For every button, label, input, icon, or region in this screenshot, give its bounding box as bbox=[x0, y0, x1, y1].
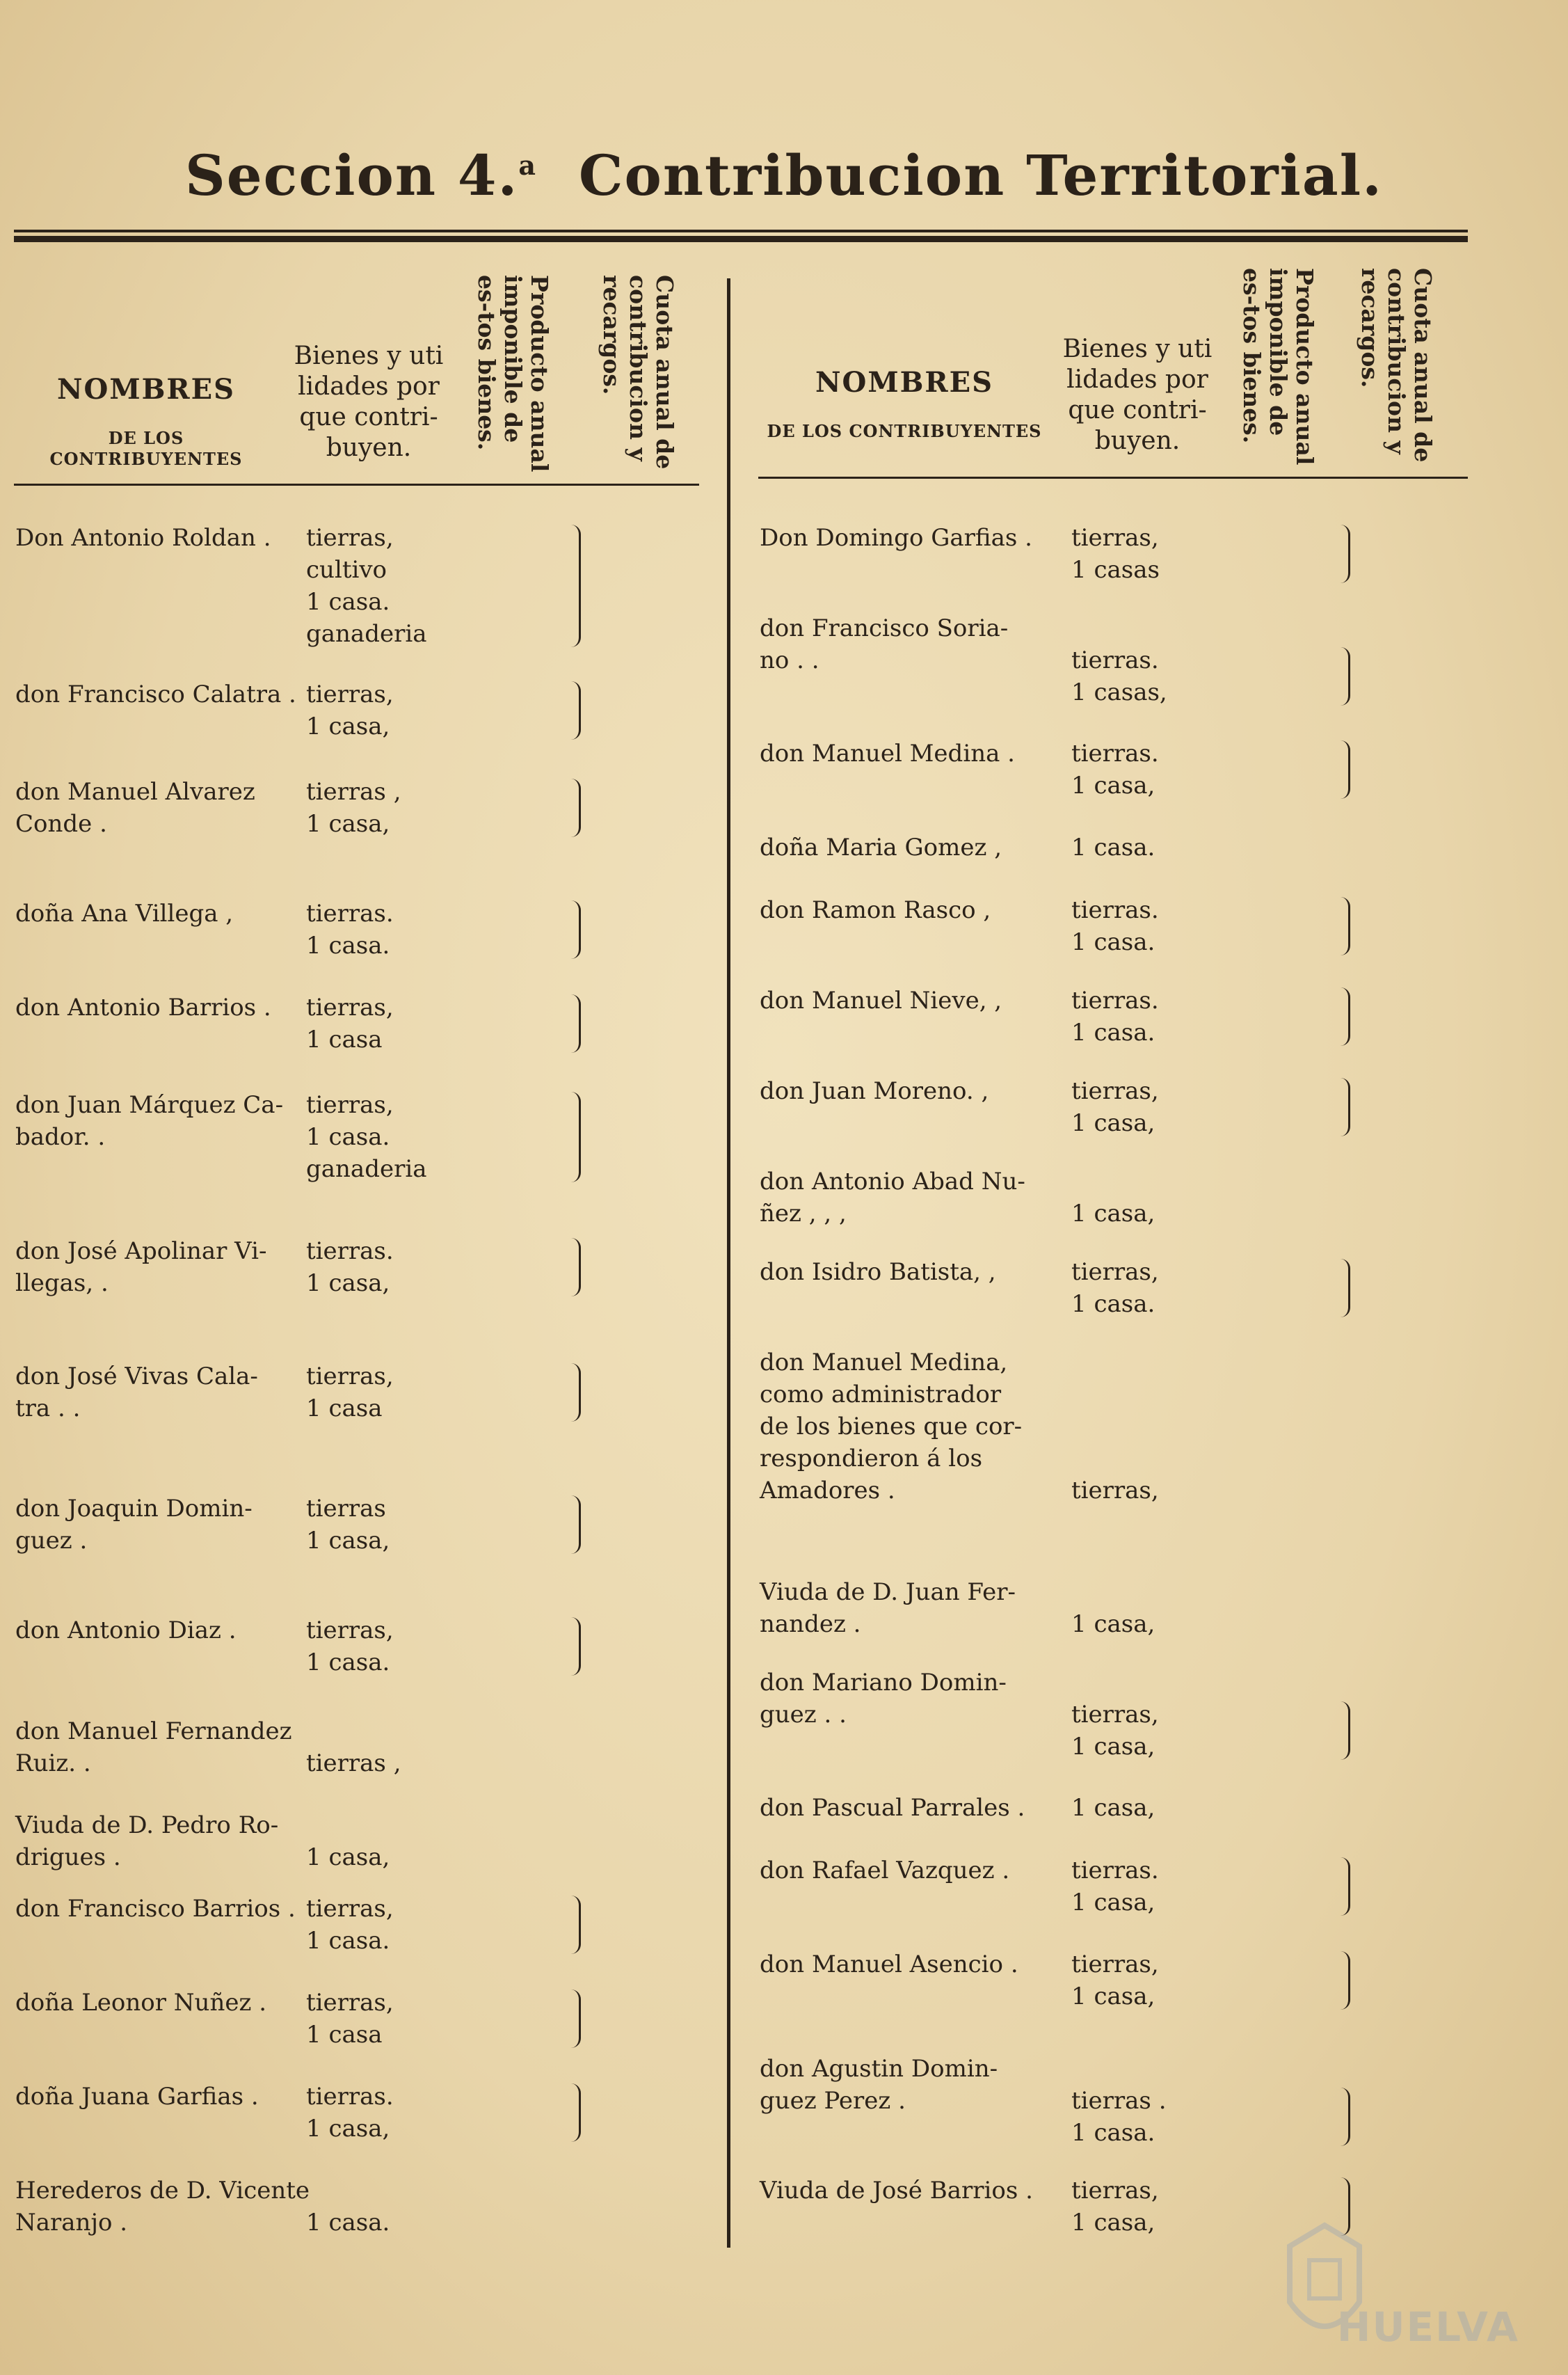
left-taxpayer-name: Ruiz. . bbox=[15, 1749, 91, 1777]
right-property-type: tierras. bbox=[1071, 896, 1159, 924]
page-title bbox=[0, 143, 1568, 208]
left-property-type: 1 casa. bbox=[306, 2209, 390, 2237]
left-property-type: tierras, bbox=[306, 994, 394, 1022]
left-brace bbox=[569, 1617, 581, 1676]
left-header-bienes-line-2: lidades por bbox=[298, 372, 440, 401]
right-property-type: tierras, bbox=[1071, 524, 1159, 552]
right-property-type: 1 casa, bbox=[1071, 772, 1155, 800]
right-property-type: tierras . bbox=[1071, 2087, 1167, 2115]
right-property-type: 1 casa. bbox=[1071, 1019, 1155, 1047]
right-taxpayer-name: don Agustin Domin- bbox=[760, 2055, 998, 2083]
right-brace bbox=[1338, 1701, 1350, 1760]
left-taxpayer-name: Viuda de D. Pedro Ro- bbox=[15, 1811, 279, 1839]
right-taxpayer-name: Viuda de José Barrios . bbox=[760, 2177, 1033, 2205]
right-property-type: 1 casa, bbox=[1071, 1983, 1155, 2010]
left-brace bbox=[569, 779, 581, 837]
right-taxpayer-name: don Mariano Domin- bbox=[760, 1669, 1007, 1697]
left-taxpayer-name: don Joaquin Domin- bbox=[15, 1495, 253, 1523]
left-taxpayer-name: don Manuel Fernandez bbox=[15, 1717, 292, 1745]
left-property-type: ganaderia bbox=[306, 620, 427, 648]
right-taxpayer-name: don Antonio Abad Nu- bbox=[760, 1168, 1025, 1196]
right-header-cuota: Cuota anual de contribucion y recargos. bbox=[1357, 268, 1437, 463]
right-brace bbox=[1338, 740, 1350, 799]
left-property-type: 1 casa bbox=[306, 2021, 383, 2049]
title-rule-thin bbox=[14, 230, 1468, 232]
right-taxpayer-name: no . . bbox=[760, 646, 819, 674]
right-brace bbox=[1338, 1951, 1350, 2010]
right-property-type: 1 casa, bbox=[1071, 1109, 1155, 1137]
huelva-stamp bbox=[1283, 2218, 1519, 2358]
right-property-type: 1 casa, bbox=[1071, 1610, 1155, 1638]
right-taxpayer-name: doña Maria Gomez , bbox=[760, 834, 1002, 861]
right-property-type: tierras, bbox=[1071, 1701, 1159, 1729]
stamp-text: HUELVA bbox=[1336, 2303, 1519, 2351]
left-property-type: 1 casa bbox=[306, 1395, 383, 1422]
left-header-names bbox=[14, 372, 278, 470]
column-separator bbox=[727, 278, 730, 2248]
left-taxpayer-name: tra . . bbox=[15, 1395, 81, 1422]
right-property-type: 1 casa, bbox=[1071, 1794, 1155, 1822]
right-taxpayer-name: Viuda de D. Juan Fer- bbox=[760, 1578, 1016, 1606]
right-taxpayer-name: don Manuel Medina, bbox=[760, 1349, 1008, 1376]
right-brace bbox=[1338, 647, 1350, 706]
left-header-cuota: Cuota anual de contribucion y recargos. bbox=[598, 275, 678, 470]
right-header-bienes-line-2: lidades por bbox=[1066, 365, 1208, 394]
right-taxpayer-name: don Rafael Vazquez . bbox=[760, 1857, 1010, 1884]
right-taxpayer-name: como administrador bbox=[760, 1381, 1002, 1408]
left-brace bbox=[569, 525, 581, 647]
left-taxpayer-name: don Juan Márquez Ca- bbox=[15, 1091, 284, 1119]
left-taxpayer-name: doña Leonor Nuñez . bbox=[15, 1989, 267, 2017]
right-taxpayer-name: guez . . bbox=[760, 1701, 847, 1729]
right-property-type: 1 casa. bbox=[1071, 834, 1155, 861]
left-brace bbox=[569, 900, 581, 959]
left-brace bbox=[569, 1989, 581, 2048]
left-taxpayer-name: don Francisco Calatra . bbox=[15, 681, 296, 708]
right-property-type: 1 casa. bbox=[1071, 928, 1155, 956]
left-property-type: 1 casa. bbox=[306, 1927, 390, 1955]
right-taxpayer-name: guez Perez . bbox=[760, 2087, 906, 2115]
right-brace bbox=[1338, 1857, 1350, 1916]
right-header-bienes-line-3: que contri- bbox=[1068, 396, 1207, 424]
left-property-type: tierras, bbox=[306, 1895, 394, 1923]
right-header-rule bbox=[758, 477, 1468, 479]
left-brace bbox=[569, 1363, 581, 1422]
right-header-bienes-line-4: buyen. bbox=[1094, 427, 1181, 455]
right-property-type: tierras. bbox=[1071, 1857, 1159, 1884]
right-brace bbox=[1338, 1078, 1350, 1136]
right-taxpayer-name: don Manuel Medina . bbox=[760, 740, 1015, 768]
right-taxpayer-name: de los bienes que cor- bbox=[760, 1413, 1023, 1440]
left-property-type: ganaderia bbox=[306, 1155, 427, 1183]
left-property-type: tierras, bbox=[306, 1617, 394, 1644]
right-header-producto: Producto anual imponible de es-tos bienes. bbox=[1238, 268, 1318, 466]
right-property-type: tierras, bbox=[1071, 1258, 1159, 1286]
left-property-type: 1 casa, bbox=[306, 713, 390, 740]
left-taxpayer-name: doña Ana Villega , bbox=[15, 900, 234, 928]
right-property-type: tierras, bbox=[1071, 1951, 1159, 1978]
right-taxpayer-name: Amadores . bbox=[760, 1477, 895, 1504]
left-property-type: 1 casa. bbox=[306, 932, 390, 960]
right-taxpayer-name: nandez . bbox=[760, 1610, 861, 1638]
right-taxpayer-name: ñez , , , bbox=[760, 1200, 847, 1228]
left-taxpayer-name: don Antonio Diaz . bbox=[15, 1617, 237, 1644]
left-property-type: 1 casa bbox=[306, 1026, 383, 1054]
left-brace bbox=[569, 994, 581, 1053]
left-taxpayer-name: drigues . bbox=[15, 1843, 121, 1871]
right-taxpayer-name: don Ramon Rasco , bbox=[760, 896, 991, 924]
right-header-names-sub: DE LOS CONTRIBUYENTES bbox=[767, 421, 1042, 441]
left-taxpayer-name: don Antonio Barrios . bbox=[15, 994, 271, 1022]
right-property-type: tierras. bbox=[1071, 987, 1159, 1015]
left-brace bbox=[569, 1238, 581, 1296]
left-taxpayer-name: Naranjo . bbox=[15, 2209, 128, 2237]
left-property-type: 1 casa, bbox=[306, 810, 390, 838]
left-header-bienes-line-1: Bienes y uti bbox=[294, 342, 444, 370]
left-header-producto: Producto anual imponible de es-tos bienes. bbox=[473, 275, 553, 472]
left-taxpayer-name: guez . bbox=[15, 1527, 88, 1555]
left-property-type: tierras. bbox=[306, 2083, 394, 2111]
right-property-type: 1 casa. bbox=[1071, 2119, 1155, 2147]
left-property-type: 1 casa, bbox=[306, 2115, 390, 2143]
left-property-type: tierras, bbox=[306, 1989, 394, 2017]
right-taxpayer-name: don Juan Moreno. , bbox=[760, 1077, 989, 1105]
left-brace bbox=[569, 1092, 581, 1182]
right-taxpayer-name: don Francisco Soria- bbox=[760, 614, 1009, 642]
left-taxpayer-name: don Francisco Barrios . bbox=[15, 1895, 296, 1923]
left-property-type: 1 casa. bbox=[306, 1649, 390, 1676]
left-header-rule bbox=[14, 484, 699, 486]
left-property-type: tierras. bbox=[306, 1237, 394, 1265]
left-taxpayer-name: don José Apolinar Vi- bbox=[15, 1237, 267, 1265]
left-taxpayer-name: Don Antonio Roldan . bbox=[15, 524, 271, 552]
left-taxpayer-name: Conde . bbox=[15, 810, 107, 838]
left-property-type: tierras , bbox=[306, 778, 401, 806]
left-property-type: tierras, bbox=[306, 524, 394, 552]
left-taxpayer-name: don José Vivas Cala- bbox=[15, 1363, 258, 1390]
right-property-type: 1 casa. bbox=[1071, 1290, 1155, 1318]
right-brace bbox=[1338, 1259, 1350, 1317]
left-brace bbox=[569, 1896, 581, 1954]
right-header-bienes bbox=[1057, 334, 1217, 456]
right-brace bbox=[1338, 987, 1350, 1046]
right-property-type: 1 casas, bbox=[1071, 678, 1167, 706]
left-property-type: cultivo bbox=[306, 556, 387, 584]
right-property-type: 1 casa, bbox=[1071, 1733, 1155, 1761]
right-property-type: 1 casa, bbox=[1071, 2209, 1155, 2237]
left-property-type: tierras, bbox=[306, 1091, 394, 1119]
right-property-type: tierras. bbox=[1071, 646, 1159, 674]
left-brace bbox=[569, 681, 581, 740]
right-header-bienes-line-1: Bienes y uti bbox=[1062, 335, 1213, 363]
right-property-type: 1 casa, bbox=[1071, 1200, 1155, 1228]
left-taxpayer-name: Herederos de D. Vicente bbox=[15, 2177, 310, 2205]
right-taxpayer-name: don Pascual Parrales . bbox=[760, 1794, 1025, 1822]
title-seccion: Seccion 4. bbox=[185, 143, 519, 208]
left-brace bbox=[569, 2083, 581, 2142]
right-brace bbox=[1338, 897, 1350, 955]
left-property-type: tierras, bbox=[306, 1363, 394, 1390]
right-header-names-main: NOMBRES bbox=[815, 366, 994, 399]
left-property-type: tierras bbox=[306, 1495, 386, 1523]
left-taxpayer-name: doña Juana Garfias . bbox=[15, 2083, 259, 2111]
left-property-type: 1 casa, bbox=[306, 1269, 390, 1297]
left-property-type: tierras, bbox=[306, 681, 394, 708]
left-taxpayer-name: llegas, . bbox=[15, 1269, 109, 1297]
left-property-type: 1 casa, bbox=[306, 1527, 390, 1555]
right-taxpayer-name: respondieron á los bbox=[760, 1445, 983, 1472]
right-property-type: tierras, bbox=[1071, 1077, 1159, 1105]
right-taxpayer-name: Don Domingo Garfias . bbox=[760, 524, 1032, 552]
left-header-bienes-line-4: buyen. bbox=[326, 434, 412, 462]
left-property-type: tierras. bbox=[306, 900, 394, 928]
right-taxpayer-name: don Isidro Batista, , bbox=[760, 1258, 996, 1286]
right-property-type: 1 casa, bbox=[1071, 1889, 1155, 1916]
title-rule-thick bbox=[14, 236, 1468, 242]
right-property-type: tierras, bbox=[1071, 2177, 1159, 2205]
left-property-type: 1 casa. bbox=[306, 1123, 390, 1151]
left-property-type: 1 casa, bbox=[306, 1843, 390, 1871]
right-property-type: tierras. bbox=[1071, 740, 1159, 768]
left-taxpayer-name: don Manuel Alvarez bbox=[15, 778, 255, 806]
right-brace bbox=[1338, 525, 1350, 583]
right-property-type: tierras, bbox=[1071, 1477, 1159, 1504]
left-property-type: 1 casa. bbox=[306, 588, 390, 616]
right-brace bbox=[1338, 2088, 1350, 2146]
right-header-names bbox=[751, 365, 1057, 442]
left-taxpayer-name: bador. . bbox=[15, 1123, 106, 1151]
left-brace bbox=[569, 1495, 581, 1554]
left-header-bienes bbox=[289, 341, 449, 463]
left-property-type: tierras , bbox=[306, 1749, 401, 1777]
title-superscript: a bbox=[518, 150, 537, 181]
right-taxpayer-name: don Manuel Asencio . bbox=[760, 1951, 1018, 1978]
left-header-bienes-line-3: que contri- bbox=[299, 403, 438, 431]
left-header-names-sub: DE LOS CONTRIBUYENTES bbox=[49, 428, 243, 469]
left-header-names-main: NOMBRES bbox=[56, 373, 236, 406]
right-property-type: 1 casas bbox=[1071, 556, 1160, 584]
title-rest: Contribucion Territorial. bbox=[578, 143, 1383, 208]
right-taxpayer-name: don Manuel Nieve, , bbox=[760, 987, 1002, 1015]
